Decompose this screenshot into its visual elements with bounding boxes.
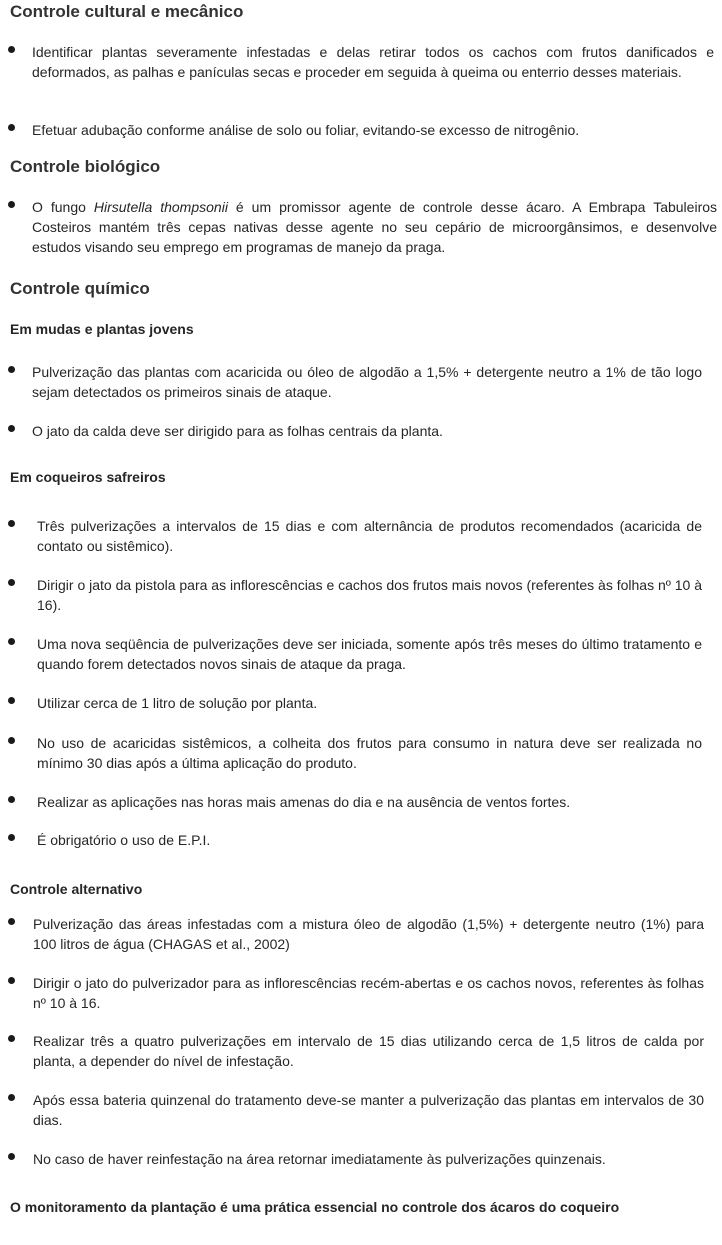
list-item xyxy=(8,914,704,954)
list-item-text xyxy=(32,197,717,257)
list-item-text: É obrigatório o uso de E.P.I. xyxy=(37,832,211,848)
list-item xyxy=(8,1031,704,1071)
list-item-text: No caso de haver reinfestação na área retornar imediatamente às pulverizações quinzenais. xyxy=(33,1151,606,1167)
list-item xyxy=(8,1149,704,1169)
section-title-cultural: Controle cultural e mecânico xyxy=(10,2,244,21)
list-item-text: Realizar três a quatro pulverizações em intervalo de 15 dias utilizando cerca de 1,5 litros de calda por planta, a depender do nível de infestação. xyxy=(33,1033,704,1069)
bullet-icon xyxy=(8,638,15,645)
list-item xyxy=(8,634,702,674)
list-item xyxy=(8,792,702,812)
bullet-icon xyxy=(8,834,15,841)
list-item-text: Realizar as aplicações nas horas mais amenas do dia e na ausência de ventos fortes. xyxy=(37,794,571,810)
list-item xyxy=(8,575,702,615)
list-item xyxy=(8,197,717,257)
list-item xyxy=(8,973,704,1013)
text-run: O fungo xyxy=(32,199,94,215)
list-item-text: Pulverização das plantas com acaricida ou óleo de algodão a 1,5% + detergente neutro a 1% de tão logo sejam detectados os primeiros sinais de ataque. xyxy=(32,364,702,400)
subsection-title-safreiros: Em coqueiros safreiros xyxy=(10,469,166,485)
bullet-icon xyxy=(8,737,15,744)
species-name: Hirsutella thompsonii xyxy=(93,199,228,215)
list-item xyxy=(8,1090,704,1130)
bullet-icon xyxy=(8,366,15,373)
text-run: é um promissor agente de controle desse ácaro. A Embrapa Tabuleiros Costeiros mantém três cepas nativas desse agente no seu cepário de microorgânsimos, e desenvolve estudos visando seu emprego em programas de manejo da praga. xyxy=(32,199,718,255)
list-item xyxy=(8,120,714,140)
list-item xyxy=(8,42,714,82)
list-item-text: Dirigir o jato do pulverizador para as inflorescências recém-abertas e os cachos novos, referentes às folhas nº 10 à 16. xyxy=(33,975,704,1011)
bullet-icon xyxy=(8,201,15,208)
list-item-text: Efetuar adubação conforme análise de solo ou foliar, evitando-se excesso de nitrogênio. xyxy=(32,122,580,138)
closing-statement: O monitoramento da plantação é uma prática essencial no controle dos ácaros do coqueiro xyxy=(10,1199,620,1215)
bullet-icon xyxy=(8,1153,15,1160)
list-item xyxy=(8,421,714,441)
list-item-text: O jato da calda deve ser dirigido para as folhas centrais da planta. xyxy=(32,423,443,439)
section-title-biologico: Controle biológico xyxy=(10,157,161,176)
list-item xyxy=(8,693,702,713)
list-item xyxy=(8,733,702,773)
bullet-icon xyxy=(8,124,15,131)
list-item xyxy=(8,830,702,850)
list-item-text: Identificar plantas severamente infestadas e delas retirar todos os cachos com frutos danificados e deformados, as palhas e panículas secas e proceder em seguida à queima ou enterrio desses materiais. xyxy=(32,44,714,80)
bullet-icon xyxy=(8,579,15,586)
subsection-title-mudas: Em mudas e plantas jovens xyxy=(10,321,194,337)
bullet-icon xyxy=(8,46,15,53)
section-title-quimico: Controle químico xyxy=(10,279,150,298)
bullet-icon xyxy=(8,520,15,527)
list-item-text: No uso de acaricidas sistêmicos, a colheita dos frutos para consumo in natura deve ser realizada no mínimo 30 dias após a última aplicação do produto. xyxy=(37,735,702,771)
section-title-alternativo: Controle alternativo xyxy=(10,881,143,897)
list-item-text: Utilizar cerca de 1 litro de solução por planta. xyxy=(37,695,318,711)
list-item-text: Uma nova seqüência de pulverizações deve ser iniciada, somente após três meses do último tratamento e quando forem detectados novos sinais de ataque da praga. xyxy=(37,636,702,672)
list-item xyxy=(8,362,702,402)
bullet-icon xyxy=(8,1035,15,1042)
bullet-icon xyxy=(8,425,15,432)
bullet-icon xyxy=(8,918,15,925)
bullet-icon xyxy=(8,796,15,803)
list-item-text: Após essa bateria quinzenal do tratamento deve-se manter a pulverização das plantas em intervalos de 30 dias. xyxy=(33,1092,704,1128)
list-item-text: Pulverização das áreas infestadas com a mistura óleo de algodão (1,5%) + detergente neutro (1%) para 100 litros de água (CHAGAS et al., 2002) xyxy=(33,916,704,952)
bullet-icon xyxy=(8,697,15,704)
bullet-icon xyxy=(8,1094,15,1101)
list-item xyxy=(8,516,702,556)
bullet-icon xyxy=(8,977,15,984)
list-item-text: Três pulverizações a intervalos de 15 dias e com alternância de produtos recomendados (acaricida de contato ou sistêmico). xyxy=(37,518,702,554)
list-item-text: Dirigir o jato da pistola para as inflorescências e cachos dos frutos mais novos (referentes às folhas nº 10 à 16). xyxy=(37,577,703,613)
